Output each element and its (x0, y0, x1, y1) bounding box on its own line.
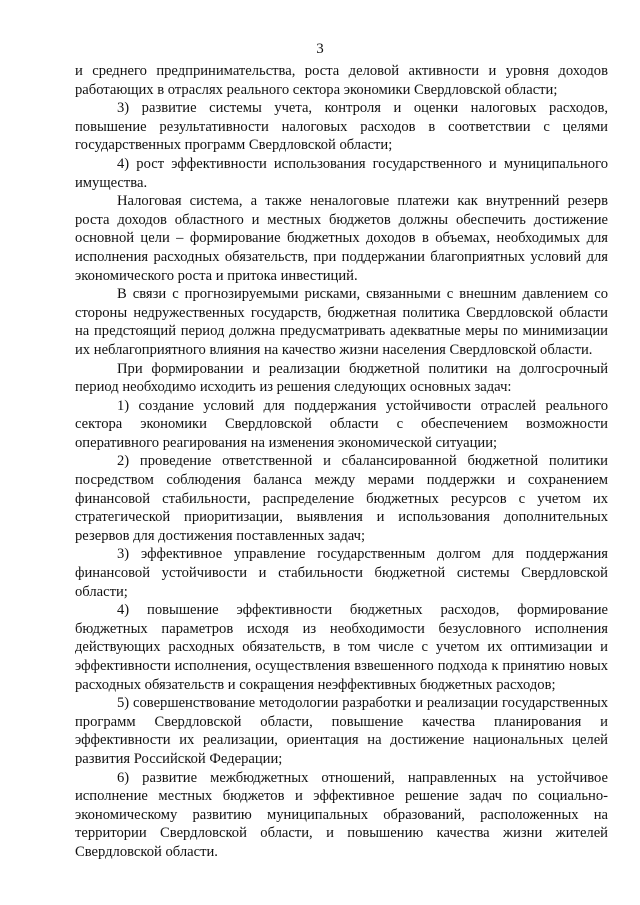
paragraph-task-4: 4) повышение эффективности бюджетных расходов, формирование бюджетных параметров исходя из необходимости безусловного исполнения действующих расходных обязательств, в том числе с учетом их оптимизации и эффективности исполнения, осуществления взвешенного подхода к принятию новых расходных обязательств и сокращения неэффективных бюджетных расходов; (75, 602, 608, 693)
paragraph-tasks-intro: При формировании и реализации бюджетной политики на долгосрочный период необходимо исходить из решения следующих основных задач: (75, 360, 608, 396)
document-body (75, 62, 608, 862)
paragraph-task-1: 1) создание условий для поддержания устойчивости отраслей реального сектора экономики Свердловской области с обеспечением возможности оперативного реагирования на изменения экономической ситуации; (75, 397, 608, 451)
paragraph-risks: В связи с прогнозируемыми рисками, связанными с внешним давлением со стороны недружественных государств, бюджетная политика Свердловской области на предстоящий период должна предусматривать адекватные меры по минимизации их неблагоприятного влияния на качество жизни населения Свердловской области. (75, 286, 608, 358)
paragraph-item-4: 4) рост эффективности использования государственного и муниципального имущества. (75, 155, 608, 191)
paragraph-task-3: 3) эффективное управление государственным долгом для поддержания финансовой устойчивости и стабильности бюджетной системы Свердловской области; (75, 546, 608, 600)
paragraph-item-3: 3) развитие системы учета, контроля и оценки налоговых расходов, повышение результативности налоговых расходов в соответствии с целями государственных программ Свердловской области; (75, 100, 608, 154)
paragraph-tax-system: Налоговая система, а также неналоговые платежи как внутренний резерв роста доходов областного и местных бюджетов должны обеспечить достижение основной цели – формирование бюджетных доходов в объемах, необходимых для исполнения расходных обязательств, при поддержании благоприятных условий для экономического роста и притока инвестиций. (75, 193, 608, 284)
paragraph-task-2: 2) проведение ответственной и сбалансированной бюджетной политики посредством соблюдения баланса между мерами поддержки и сохранением финансовой стабильности, распределение бюджетных ресурсов с учетом их стратегической приоритизации, выявления и использования дополнительных резервов для достижения поставленных задач; (75, 453, 608, 544)
paragraph-task-6: 6) развитие межбюджетных отношений, направленных на устойчивое исполнение местных бюджетов и эффективное решение задач по социально-экономическому развитию муниципальных образований, расположенных на территории Свердловской области, и повышению качества жизни жителей Свердловской области. (75, 769, 608, 860)
paragraph-task-5: 5) совершенствование методологии разработки и реализации государственных программ Свердловской области, повышение качества планирования и эффективности их реализации, ориентация на достижение национальных целей развития Российской Федерации; (75, 695, 608, 767)
paragraph-continuation: и среднего предпринимательства, роста деловой активности и уровня доходов работающих в отраслях реального сектора экономики Свердловской области; (75, 63, 608, 98)
page-number: 3 (316, 41, 324, 57)
